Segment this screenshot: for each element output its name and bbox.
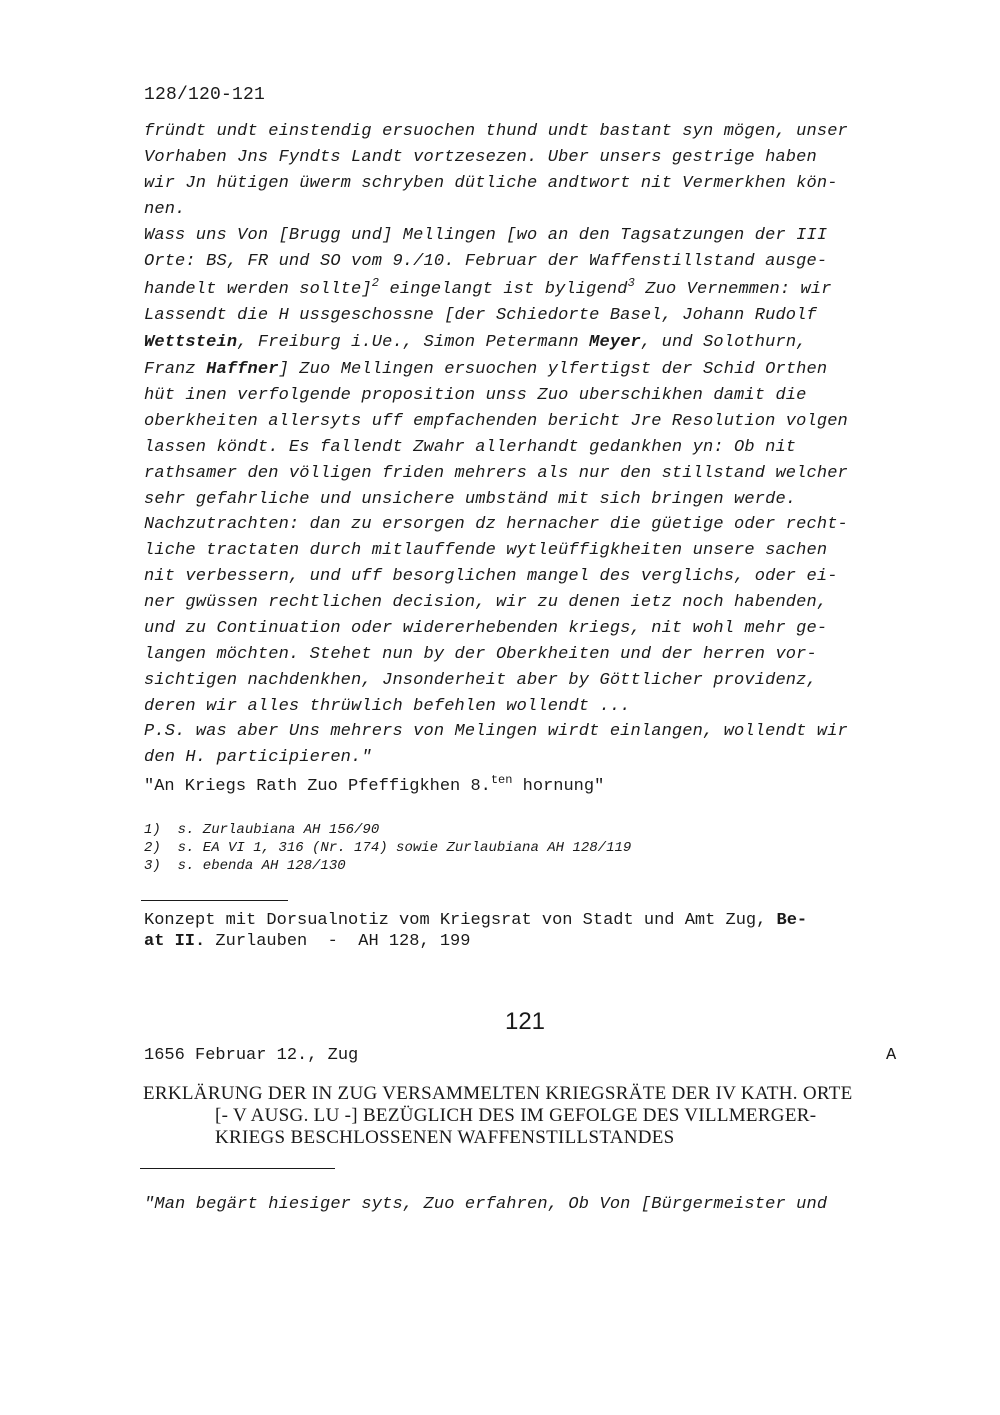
address-text: "An Kriegs Rath Zuo Pfeffigkhen 8.	[144, 777, 491, 796]
line-text: eingelangt ist byligend	[379, 280, 628, 299]
letter-line: hüt inen verfolgende proposition unss Zuo uberschikhen damit die	[144, 386, 807, 405]
title-divider	[140, 1168, 335, 1169]
footnote-divider	[141, 900, 288, 901]
document-classification: A	[886, 1046, 897, 1065]
footnote-ref: 3	[627, 276, 635, 290]
line-text: , Freiburg i.Ue., Simon Petermann	[237, 333, 590, 352]
document-title-line: [- V AUSG. LU -] BEZÜGLICH DES IM GEFOLGE DES VILLMERGER-	[215, 1105, 817, 1126]
line-text: , und Solothurn,	[640, 333, 807, 352]
person-name: Wettstein	[144, 333, 238, 352]
source-note-line	[144, 911, 807, 930]
letter-line	[144, 360, 827, 379]
letter-line: Nachzutrachten: dan zu ersorgen dz hernacher die güetige oder recht-	[144, 515, 848, 534]
letter-line: den H. participieren."	[144, 748, 372, 767]
letter-address	[144, 773, 605, 796]
footnote: 1) s. Zurlaubiana AH 156/90	[144, 822, 380, 838]
letter-line: sichtigen nachdenkhen, Jnsonderheit aber by Göttlicher providenz,	[144, 671, 817, 690]
address-text: hornung"	[512, 777, 605, 796]
person-name: Haffner	[206, 360, 279, 379]
letter-line: sehr gefahrliche und unsichere umbständ mit sich bringen werde.	[144, 490, 797, 509]
letter-line: Lassendt die H ussgeschossne [der Schiedorte Basel, Johann Rudolf	[144, 306, 817, 325]
letter-line: Vorhaben Jns Fyndts Landt vortzesezen. Uber unsers gestrige haben	[144, 148, 817, 167]
letter-line	[144, 276, 832, 299]
letter-line: lassen köndt. Es fallendt Zwahr allerhandt gedankhen yn: Ob nit	[144, 438, 797, 457]
letter-line: rathsamer den völligen friden mehrers als nur den stillstand welcher	[144, 464, 848, 483]
letter-line: liche tractaten durch mitlauffende wytleüffigkheiten unsere sachen	[144, 541, 828, 560]
person-name: Meyer	[589, 333, 641, 352]
page-reference: 128/120-121	[144, 85, 266, 105]
line-text: ] Zuo Mellingen ersuochen ylfertigst der Schid Orthen	[278, 360, 828, 379]
document-number: 121	[504, 1008, 546, 1035]
letter-line: und zu Continuation oder widererhebenden kriegs, nit wohl mehr ge-	[144, 619, 828, 638]
footnote: 2) s. EA VI 1, 316 (Nr. 174) sowie Zurlaubiana AH 128/119	[144, 840, 632, 856]
document-title-line: ERKLÄRUNG DER IN ZUG VERSAMMELTEN KRIEGSRÄTE DER IV KATH. ORTE	[143, 1083, 853, 1104]
letter-line: nen.	[144, 200, 186, 219]
letter-line: oberkheiten allersyts uff empfachenden bericht Jre Resolution volgen	[144, 412, 848, 431]
letter-line: P.S. was aber Uns mehrers von Melingen wirdt einlangen, wollendt wir	[144, 722, 848, 741]
person-name: Be-	[776, 911, 808, 930]
letter-line: deren wir alles thrüwlich befehlen wollendt ...	[144, 697, 631, 716]
letter-line: Wass uns Von [Brugg und] Mellingen [wo an den Tagsatzungen der III	[144, 226, 828, 245]
source-text: Konzept mit Dorsualnotiz vom Kriegsrat von Stadt und Amt Zug,	[144, 911, 777, 930]
footnote-ref: 2	[371, 276, 380, 290]
line-text: Franz	[144, 360, 207, 379]
superscript: ten	[490, 773, 513, 787]
line-text: Zuo Vernemmen: wir	[634, 280, 832, 299]
line-text: handelt werden sollte]	[144, 280, 372, 299]
letter-line: fründt undt einstendig ersuochen thund undt bastant syn mögen, unser	[144, 122, 848, 141]
document-text-start: "Man begärt hiesiger syts, Zuo erfahren, Ob Von [Bürgermeister und	[144, 1195, 828, 1214]
document-title-line: KRIEGS BESCHLOSSENEN WAFFENSTILLSTANDES	[215, 1127, 675, 1148]
letter-line: ner gwüssen rechtlichen decision, wir zu denen ietz noch habenden,	[144, 593, 828, 612]
footnote: 3) s. ebenda AH 128/130	[144, 858, 346, 874]
letter-line: wir Jn hütigen üwerm schryben dütliche andtwort nit Vermerkhen kön-	[144, 174, 838, 193]
document-date-place: 1656 Februar 12., Zug	[144, 1046, 359, 1065]
letter-line: langen möchten. Stehet nun by der Oberkheiten und der herren vor-	[144, 645, 817, 664]
letter-line	[144, 333, 807, 352]
letter-line: Orte: BS, FR und SO vom 9./10. Februar der Waffenstillstand ausge-	[144, 252, 828, 271]
source-text: Zurlauben - AH 128, 199	[205, 932, 471, 951]
letter-line: nit verbessern, und uff besorglichen mangel des verglichs, oder ei-	[144, 567, 838, 586]
person-name: at II.	[144, 932, 206, 951]
source-note-line	[144, 932, 470, 951]
